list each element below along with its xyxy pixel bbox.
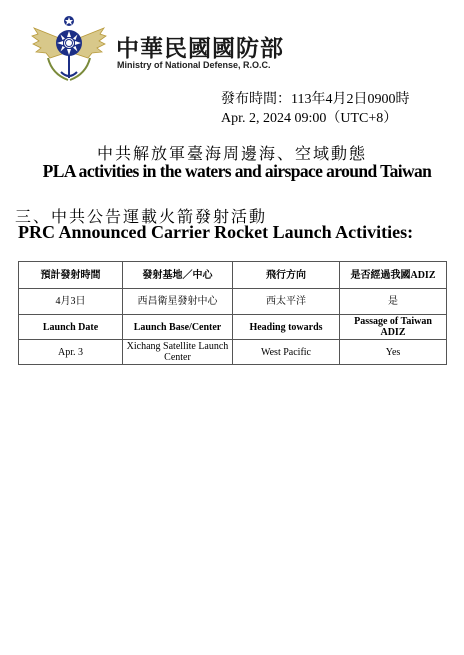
header-heading-en: Heading towards: [233, 315, 340, 340]
header-launch-date-zh: 預計發射時間: [19, 262, 123, 289]
cell-launch-date-zh: 4月3日: [19, 289, 123, 315]
launch-activities-table: [18, 261, 447, 365]
issue-time-zh: 發布時間：113年4月2日0900時: [221, 92, 410, 107]
mnd-emblem-icon: [30, 12, 108, 88]
header-heading-zh: 飛行方向: [233, 262, 340, 289]
table-row: [19, 289, 447, 315]
cell-heading-en: West Pacific: [233, 340, 340, 365]
page-title-en: PLA activities in the waters and airspace around Taiwan: [42, 161, 432, 181]
header-adiz-en: Passage of Taiwan ADIZ: [340, 315, 447, 340]
header-launch-base-en: Launch Base/Center: [123, 315, 233, 340]
page-title-zh: 中共解放軍臺海周邊海、空域動態: [96, 144, 367, 163]
header-adiz-zh: 是否經過我國ADIZ: [340, 262, 447, 289]
issue-time-en: Apr. 2, 2024 09:00（UTC+8）: [221, 111, 398, 126]
organization-name-en: Ministry of National Defense, R.O.C.: [117, 60, 271, 70]
table-row: [19, 340, 447, 365]
issue-time: [221, 90, 409, 128]
section-heading-en: PRC Announced Carrier Rocket Launch Activities:: [18, 222, 414, 242]
cell-launch-base-en: Xichang Satellite Launch Center: [123, 340, 233, 365]
cell-adiz-en: Yes: [340, 340, 447, 365]
header-launch-base-zh: 發射基地／中心: [123, 262, 233, 289]
table-header-row-en: [19, 315, 447, 340]
cell-launch-base-zh: 西昌衛星發射中心: [123, 289, 233, 315]
header-launch-date-en: Launch Date: [19, 315, 123, 340]
cell-heading-zh: 西太平洋: [233, 289, 340, 315]
section-heading-zh: 三、中共公告運載火箭發射活動: [15, 207, 268, 226]
cell-launch-date-en: Apr. 3: [19, 340, 123, 365]
table-header-row-zh: [19, 262, 447, 289]
organization-name-zh: 中華民國國防部: [116, 36, 284, 62]
cell-adiz-zh: 是: [340, 289, 447, 315]
